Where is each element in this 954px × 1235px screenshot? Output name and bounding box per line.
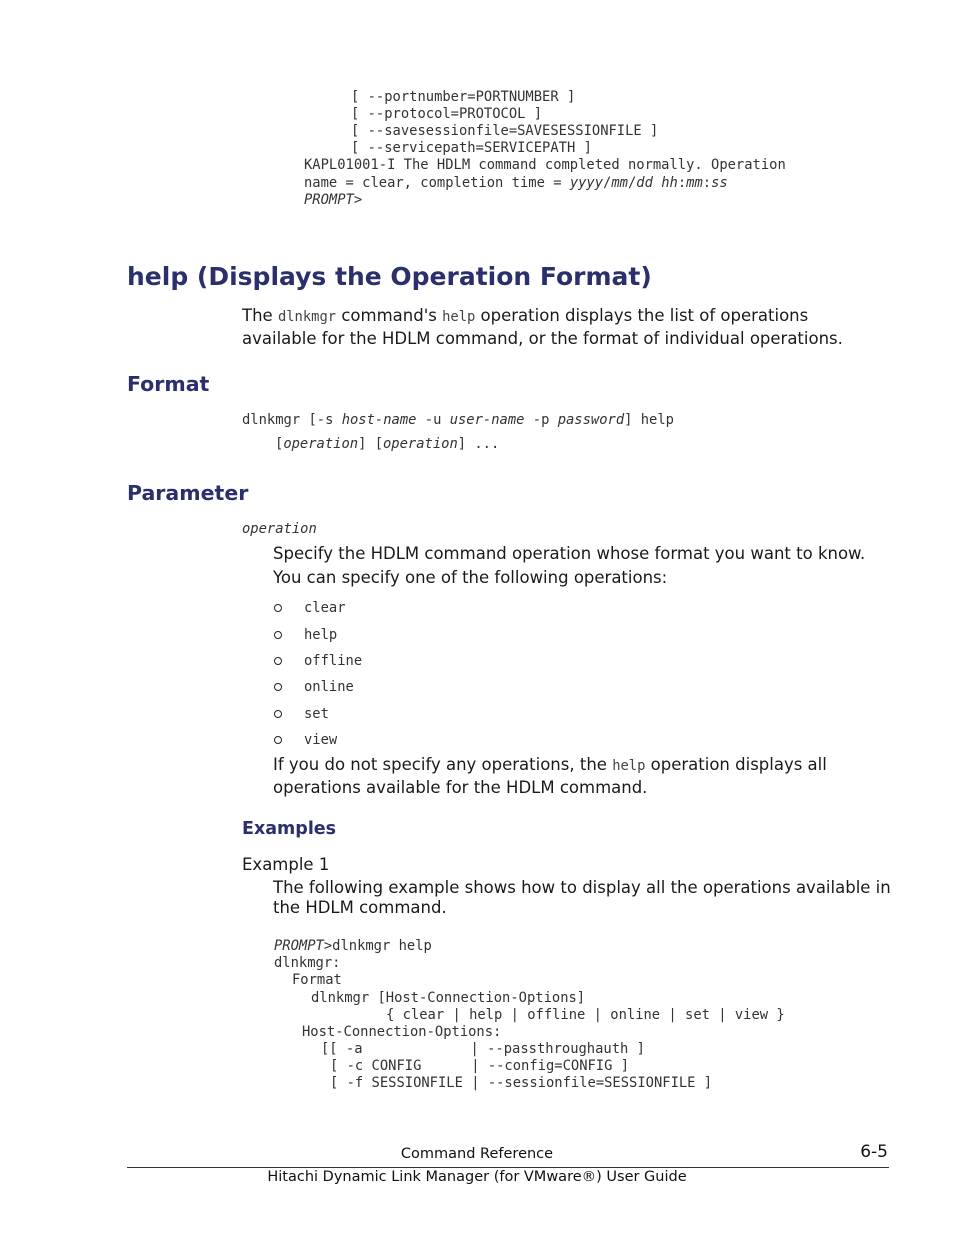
code-var: mm: [611, 175, 628, 191]
code-text: ] help: [624, 412, 674, 428]
code-var: mm: [686, 175, 703, 191]
footer-guide-title: Hitachi Dynamic Link Manager (for VMware®) User Guide: [267, 1169, 687, 1185]
code-line: dlnkmgr [Host-Connection-Options]: [311, 990, 586, 1006]
code-line: Format: [292, 972, 342, 988]
text: If you do not specify any operations, the: [273, 755, 613, 774]
code-var: ss: [711, 175, 728, 191]
code-var: PROMPT: [274, 938, 324, 954]
code-var: password: [557, 412, 625, 428]
parameter-name: operation: [242, 521, 317, 537]
code-text: /: [603, 175, 612, 191]
intro-paragraph: [242, 305, 843, 349]
example-title: Example 1: [242, 855, 330, 874]
operation-name: view: [304, 732, 338, 748]
operation-name: help: [304, 627, 338, 643]
bullet-icon: [274, 683, 282, 691]
code-text: -p: [524, 412, 558, 428]
footer-section-title: Command Reference: [400, 1146, 554, 1162]
page-number: 6-5: [860, 1142, 888, 1162]
code-var: PROMPT: [304, 192, 354, 208]
bullet-icon: [274, 710, 282, 718]
list-item: [274, 704, 329, 724]
list-item: [274, 625, 337, 645]
note-line: operations available for the HDLM command.: [273, 778, 648, 797]
inline-code: help: [612, 758, 646, 774]
parameter-note: [273, 754, 827, 798]
code-var: dd hh: [636, 175, 678, 191]
operation-name: clear: [304, 600, 346, 616]
note-line: [273, 754, 827, 777]
bullet-icon: [274, 604, 282, 612]
code-line: dlnkmgr:: [274, 955, 341, 971]
operation-name: online: [304, 679, 354, 695]
bullet-icon: [274, 657, 282, 665]
list-item: [274, 677, 354, 697]
code-line: [ --portnumber=PORTNUMBER ]: [351, 89, 576, 105]
code-text: -u: [416, 412, 450, 428]
code-line: [ --protocol=PROTOCOL ]: [351, 106, 543, 122]
code-text: :: [702, 175, 712, 191]
code-line: Host-Connection-Options:: [302, 1024, 502, 1040]
example-desc-line: the HDLM command.: [273, 897, 447, 917]
operation-name: offline: [304, 653, 363, 669]
code-text: dlnkmgr [-s: [242, 412, 342, 428]
code-var: yyyy: [569, 175, 604, 191]
text: The: [242, 306, 278, 325]
operation-name: set: [304, 706, 329, 722]
inline-code: dlnkmgr: [277, 309, 337, 325]
code-text: name = clear, completion time =: [304, 175, 570, 191]
code-line: { clear | help | offline | online | set | view }: [386, 1007, 785, 1023]
intro-line: available for the HDLM command, or the format of individual operations.: [242, 329, 843, 348]
code-line: [ --servicepath=SERVICEPATH ]: [351, 140, 592, 156]
parameter-heading: Parameter: [127, 481, 249, 505]
text: operation displays all: [645, 755, 827, 774]
code-text: >dlnkmgr help: [323, 938, 432, 954]
text: operation displays the list of operations: [475, 306, 809, 325]
code-text: ] [: [358, 436, 383, 452]
parameter-desc: Specify the HDLM command operation whose format you want to know.: [273, 544, 866, 563]
parameter-desc: You can specify one of the following operations:: [273, 568, 668, 587]
code-line: KAPL01001-I The HDLM command completed normally. Operation: [304, 157, 786, 173]
text: command's: [336, 306, 443, 325]
code-var: operation: [283, 436, 359, 452]
list-item: [274, 730, 337, 750]
bullet-icon: [274, 631, 282, 639]
bullet-icon: [274, 736, 282, 744]
format-syntax-line: [275, 436, 499, 453]
code-line: [ -c CONFIG | --config=CONFIG ]: [330, 1058, 630, 1074]
code-line: [[ -a | --passthroughauth ]: [321, 1041, 645, 1057]
code-text: [: [275, 436, 284, 452]
code-line: [ --savesessionfile=SAVESESSIONFILE ]: [351, 123, 659, 139]
code-text: :: [677, 175, 687, 191]
code-text: >: [353, 192, 363, 208]
section-title: help (Displays the Operation Format): [127, 262, 652, 291]
code-var: operation: [383, 436, 458, 452]
code-text: ] ...: [457, 436, 500, 452]
example-desc: [273, 878, 891, 917]
example-desc-line: The following example shows how to display all the operations available in: [273, 878, 891, 897]
code-var: host-name: [341, 412, 417, 428]
format-heading: Format: [127, 372, 210, 396]
code-var: user-name: [449, 412, 525, 428]
code-text: /: [627, 175, 637, 191]
code-line: [274, 938, 432, 955]
format-syntax-line: [242, 412, 674, 429]
inline-code: help: [442, 309, 476, 325]
code-line: [304, 175, 728, 192]
examples-heading: Examples: [242, 819, 337, 839]
footer-divider: [127, 1167, 889, 1168]
list-item: [274, 651, 362, 671]
code-line: [304, 192, 362, 209]
code-line: [ -f SESSIONFILE | --sessionfile=SESSIONFILE ]: [330, 1075, 713, 1091]
intro-line: [242, 305, 843, 328]
list-item: [274, 598, 346, 618]
